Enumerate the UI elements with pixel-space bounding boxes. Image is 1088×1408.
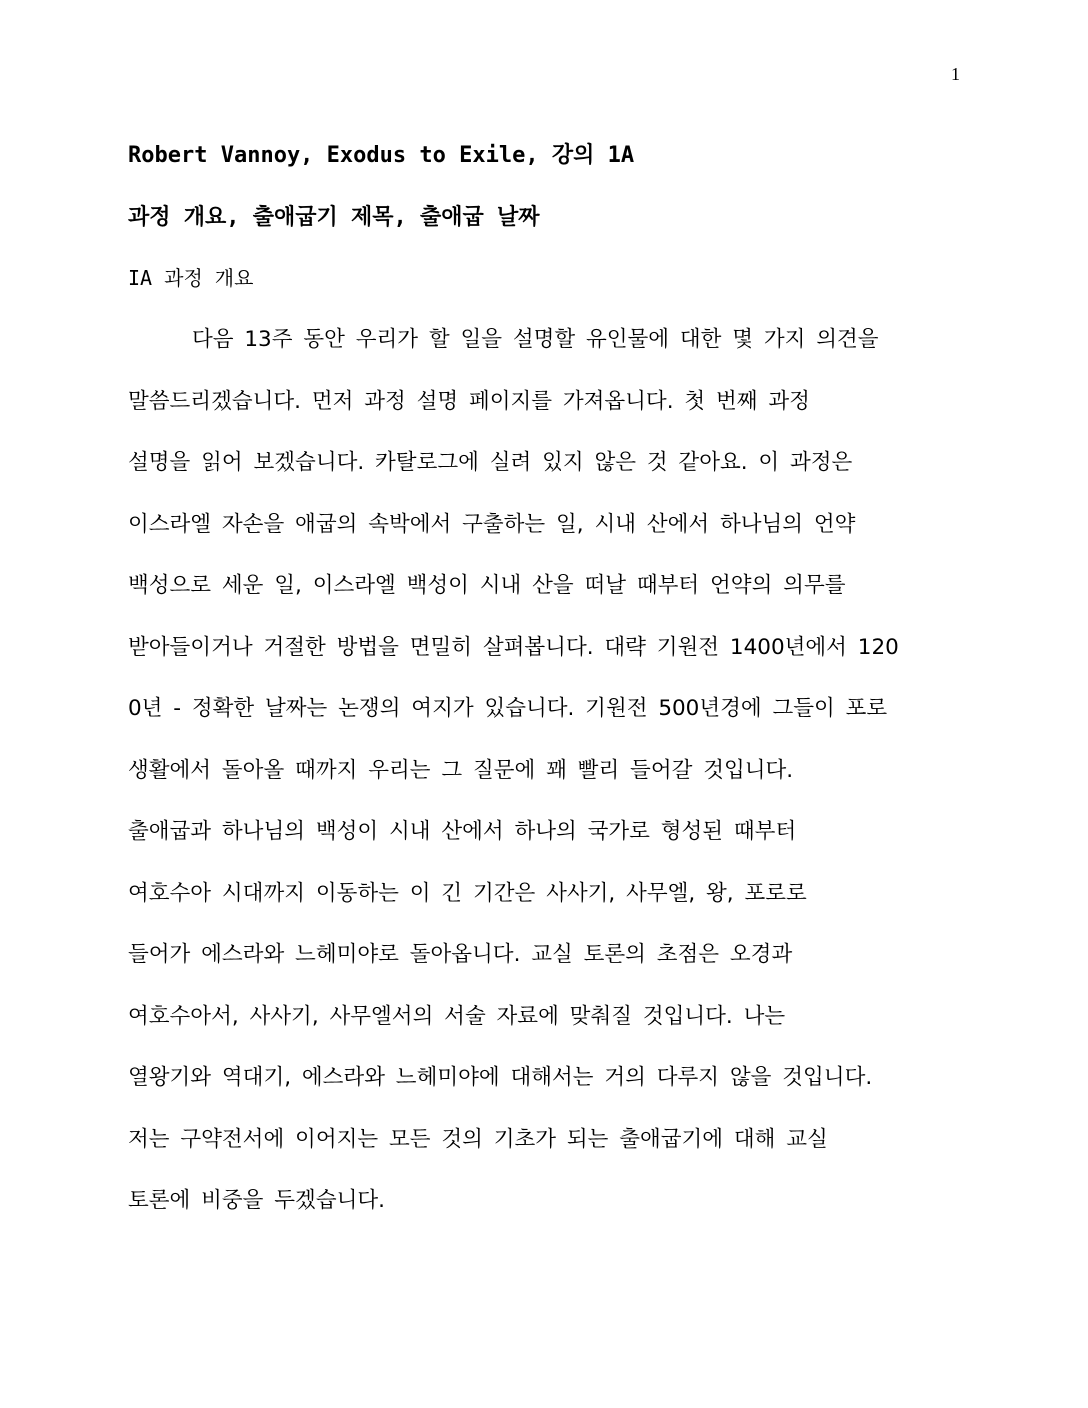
body-line: 들어가 에스라와 느헤미야로 돌아옵니다. 교실 토론의 초점은 오경과 — [128, 942, 793, 967]
document-title: Robert Vannoy, Exodus to Exile, 강의 1A — [128, 143, 635, 168]
body-line: 여호수아 시대까지 이동하는 이 긴 기간은 사사기, 사무엘, 왕, 포로로 — [128, 880, 807, 906]
body-line: 저는 구약전서에 이어지는 모든 것의 기초가 되는 출애굽기에 대해 교실 — [128, 1126, 828, 1152]
body-text — [128, 322, 968, 1245]
body-line: 0년 - 정확한 날짜는 논쟁의 여지가 있습니다. 기원전 500년경에 그들이 포로 — [128, 696, 888, 721]
body-line: 이스라엘 자손을 애굽의 속박에서 구출하는 일, 시내 산에서 하나님의 언약 — [128, 511, 856, 537]
body-line: 받아들이거나 거절한 방법을 면밀히 살펴봅니다. 대략 기원전 1400년에서 120 — [128, 634, 899, 660]
body-line: 백성으로 세운 일, 이스라엘 백성이 시내 산을 떠날 때부터 언약의 의무를 — [128, 573, 846, 598]
body-line: 생활에서 돌아올 때까지 우리는 그 질문에 꽤 빨리 들어갈 것입니다. — [128, 757, 794, 783]
body-line: 말씀드리겠습니다. 먼저 과정 설명 페이지를 가져옵니다. 첫 번째 과정 — [128, 388, 810, 414]
body-line: 토론에 비중을 두겠습니다. — [128, 1188, 385, 1213]
document-subtitle: 과정 개요, 출애굽기 제목, 출애굽 날짜 — [128, 205, 540, 230]
body-line: 출애굽과 하나님의 백성이 시내 산에서 하나의 국가로 형성된 때부터 — [128, 819, 797, 844]
body-line: 설명을 읽어 보겠습니다. 카탈로그에 실려 있지 않은 것 같아요. 이 과정은 — [128, 450, 853, 475]
page-number: 1 — [951, 64, 960, 84]
section-heading: IA 과정 개요 — [128, 266, 254, 290]
body-line: 여호수아서, 사사기, 사무엘서의 서술 자료에 맞춰질 것입니다. 나는 — [128, 1003, 786, 1029]
body-line: 다음 13주 동안 우리가 할 일을 설명할 유인물에 대한 몇 가지 의견을 — [192, 327, 879, 352]
body-line: 열왕기와 역대기, 에스라와 느헤미야에 대해서는 거의 다루지 않을 것입니다. — [128, 1065, 873, 1090]
